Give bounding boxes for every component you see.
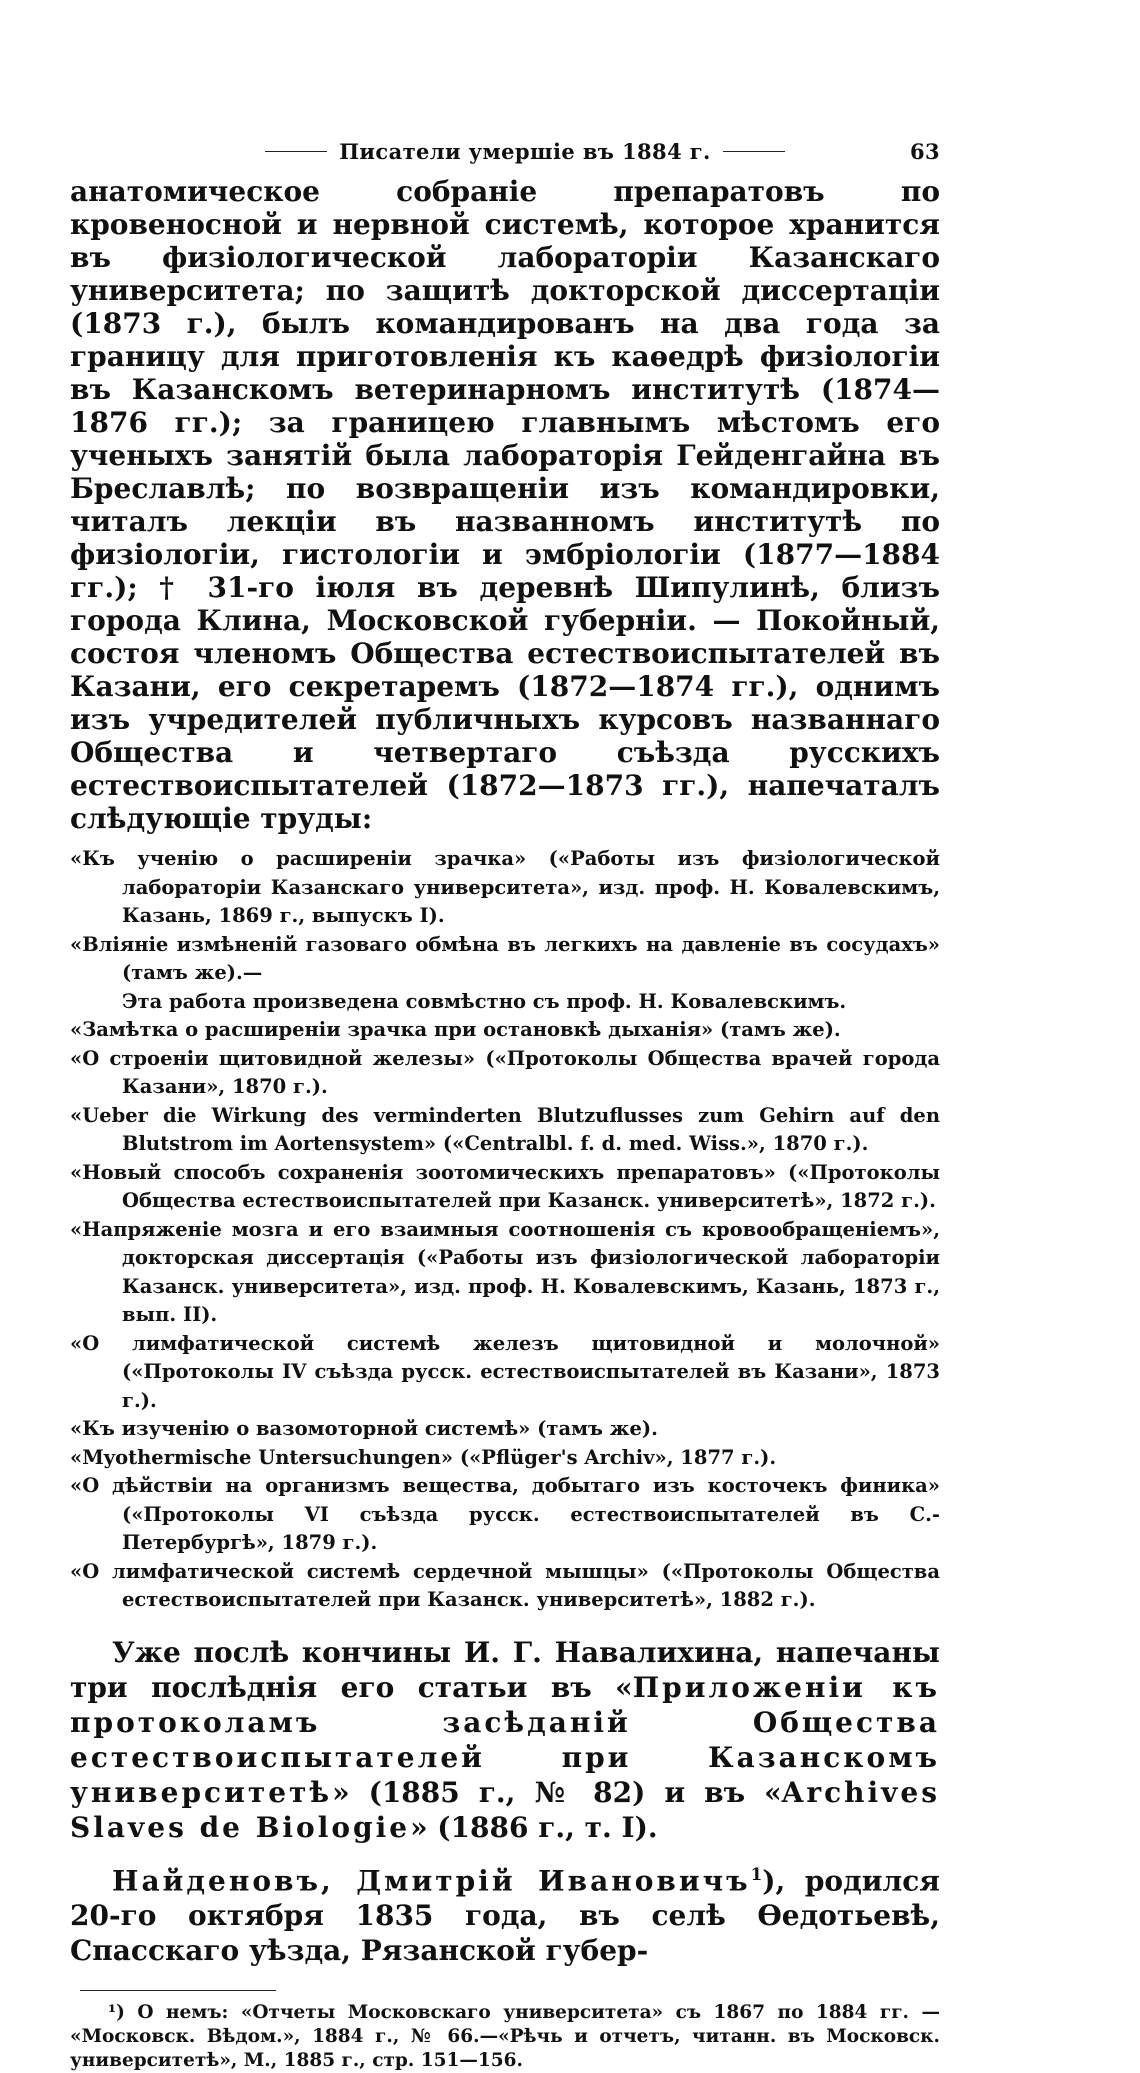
work-item: «О лимфатической системѣ железъ щитовидной и молочной» («Протоколы IV съѣзда русск. естествоиспытателей въ Казани», 1873 г.). [70, 1331, 940, 1412]
posthumous-tail: » (1885 г., № 82) и въ « [332, 1775, 782, 1809]
footnote-text: О немъ: «Отчеты Московскаго университета» съ 1867 по 1884 гг. — «Московск. Вѣдом.», 1884 г., № 66.—«Рѣчь и отчетъ, читанн. въ Московск. университетѣ», М., 1885 г., стр. 151—156. [70, 2001, 940, 2071]
works-list [70, 845, 940, 1615]
work-item: «Напряженіе мозга и его взаимныя соотношенія съ кровообращеніемъ», докторская диссертація («Работы изъ физіологической лабораторіи Казанск. университета», изд. проф. Н. Ковалевскимъ, Казань, 1873 г., вып. II). [70, 1217, 940, 1326]
work-item: «Къ ученію о расширеніи зрачка» («Работы изъ физіологической лабораторіи Казанскаго университета», изд. проф. Н. Ковалевскимъ, Казань, 1869 г., выпускъ I). [70, 847, 940, 927]
footnote [70, 2001, 940, 2073]
work-item: «О лимфатической системѣ сердечной мышцы» («Протоколы Общества естествоиспытателей при Казанск. университетѣ», 1882 г.). [70, 1559, 940, 1611]
posthumous-title: Приложеніи къ протоколамъ засѣданій Общества естествоиспытателей при Казанскомъ университетѣ [70, 1670, 941, 1809]
work-item: «О строеніи щитовидной железы» («Протоколы Общества врачей города Казани», 1870 г.). [70, 1046, 940, 1098]
posthumous-journal: Archives Slaves de Biologie [70, 1775, 940, 1844]
work-item: «Myothermische Untersuchungen» («Pflüger's Archiv», 1877 г.). [70, 1445, 777, 1469]
page-number: 63 [909, 139, 940, 164]
work-item: «Къ изученію о вазомоторной системѣ» (тамъ же). [70, 1417, 658, 1440]
footnote-reference[interactable]: 1 [750, 1863, 763, 1884]
work-item: «О дѣйствіи на организмъ вещества, добытаго изъ косточекъ финика» («Протоколы VI съѣзда русск. естествоиспытателей въ С.-Петербургѣ», 1879 г.). [70, 1474, 940, 1554]
footnote-divider [80, 1990, 276, 1991]
opening-paragraph: анатомическое собраніе препаратовъ по кровеносной и нервной системѣ, которое хранится въ физіологической лабораторіи Казанскаго университета; по защитѣ докторской диссертаціи (1873 г.), былъ командированъ на два года за границу для приготовленія къ каѳедрѣ физіологіи въ Казанскомъ ветеринарномъ институтѣ (1874—1876 гг.); за границею главнымъ мѣстомъ его ученыхъ занятій была лабораторія Гейденгайна въ Бреславлѣ; по возвращеніи изъ командировки, читалъ лекціи въ названномъ институтѣ по физіологіи, гистологіи и эмбріологіи (1877—1884 гг.); † 31-го іюля въ деревнѣ Шипулинѣ, близъ города Клина, Московской губерніи. — Покойный, состоя членомъ Общества естествоиспытателей въ Казани, его секретаремъ (1872—1874 гг.), однимъ изъ учредителей публичныхъ курсовъ названнаго Общества и четвертаго съѣзда русскихъ естествоиспытателей (1872—1873 гг.), напечаталъ слѣдующіе труды: [70, 175, 940, 835]
work-item: «Вліяніе измѣненій газоваго обмѣна въ легкихъ на давленіе въ сосудахъ» (тамъ же).— [70, 932, 940, 984]
posthumous-end: » (1886 г., т. I). [410, 1810, 658, 1844]
naidenov-text: ), родился 20-го октября 1835 года, въ селѣ Ѳедотьевѣ, Спасскаго уѣзда, Рязанской губер- [70, 1863, 940, 1967]
posthumous-lead: Уже послѣ кончины И. Г. Навалихина, напечаны три послѣднія его статьи въ « [70, 1635, 940, 1704]
header-dash-left [265, 151, 327, 152]
naidenov-name: Найденовъ, Дмитрій Ивановичъ [112, 1863, 751, 1897]
posthumous-paragraph [70, 1635, 940, 1845]
header-dash-right [723, 151, 785, 152]
work-item: «Замѣтка о расширеніи зрачка при остановкѣ дыханія» (тамъ же). [70, 1018, 841, 1041]
work-note: Эта работа произведена совмѣстно съ проф. Н. Ковалевскимъ. [122, 989, 847, 1013]
work-item: «Ueber die Wirkung des verminderten Blutzuflusses zum Gehirn auf den Blutstrom im Aortensystem» («Centralbl. f. d. med. Wiss.», 1870 г.). [70, 1103, 940, 1155]
footnote-mark: ¹) [108, 2001, 125, 2023]
work-item: «Новый способъ сохраненія зоотомическихъ препаратовъ» («Протоколы Общества естествоиспытателей при Казанск. университетѣ», 1872 г.). [70, 1160, 940, 1212]
running-title: Писатели умершіе въ 1884 г. [339, 138, 711, 164]
running-header [70, 135, 940, 167]
naidenov-paragraph [70, 1857, 940, 1968]
